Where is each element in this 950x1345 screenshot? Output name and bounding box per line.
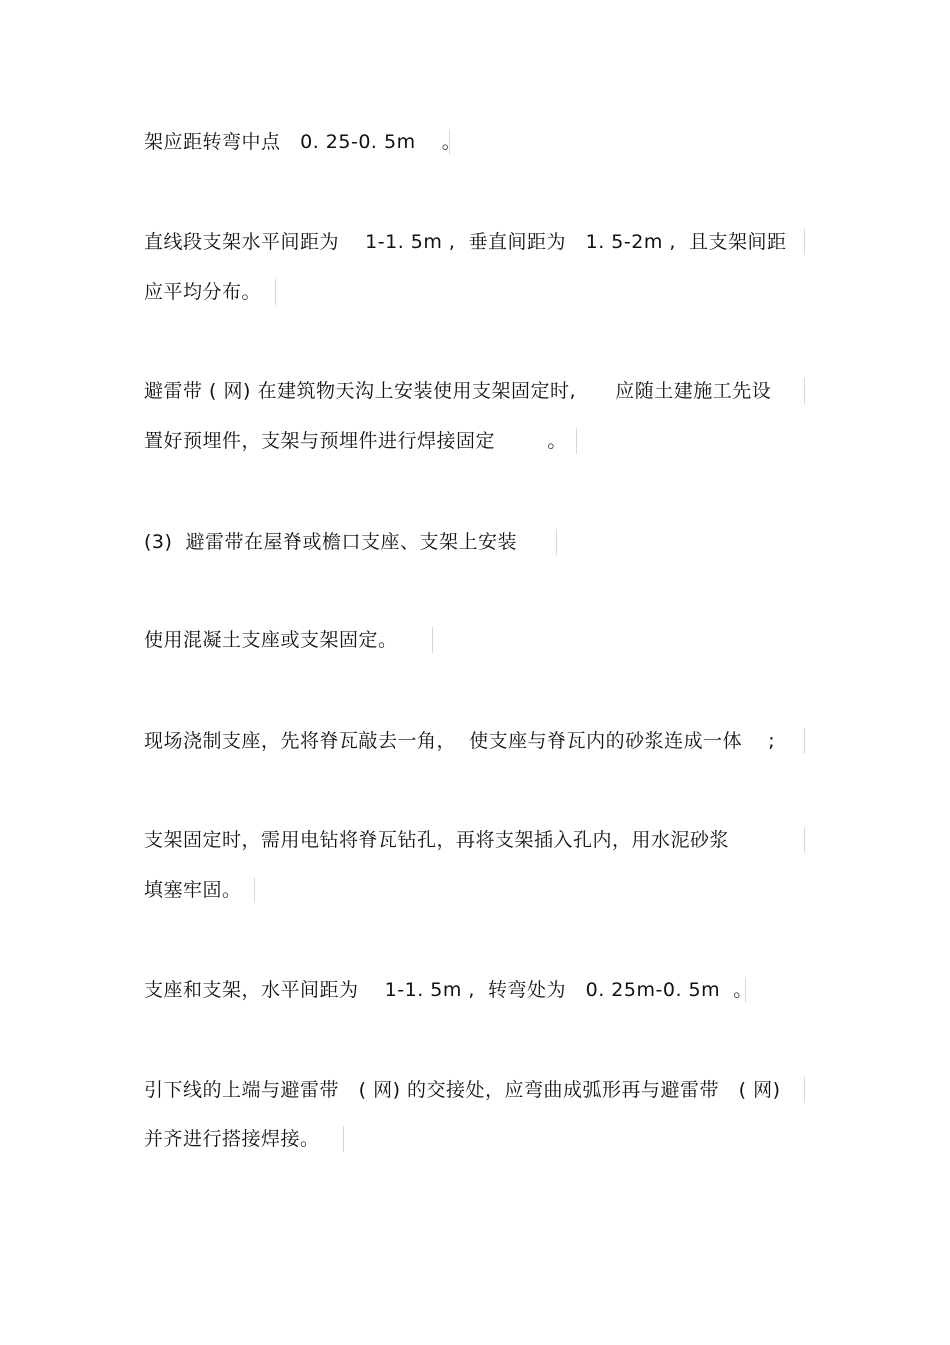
text-line-13: 并齐进行搭接焊接。 xyxy=(144,1126,344,1152)
text-line-6: (3) 避雷带在屋脊或檐口支座、支架上安装 xyxy=(144,529,557,555)
text-line-10: 填塞牢固。 xyxy=(144,877,255,903)
text-line-2: 直线段支架水平间距为 1-1. 5m , 垂直间距为 1. 5-2m , 且支架间距 xyxy=(144,229,805,255)
text-line-5: 置好预埋件，支架与预埋件进行焊接固定 。 xyxy=(144,428,577,454)
text-line-7: 使用混凝土支座或支架固定。 xyxy=(144,627,433,653)
text-line-12: 引下线的上端与避雷带 ( 网) 的交接处，应弯曲成弧形再与避雷带 ( 网) xyxy=(144,1077,805,1103)
text-line-9: 支架固定时，需用电钻将脊瓦钻孔，再将支架插入孔内，用水泥砂浆 xyxy=(144,827,805,853)
text-line-1: 架应距转弯中点 0. 25-0. 5m 。 xyxy=(144,131,462,153)
text-line-4: 避雷带 ( 网) 在建筑物天沟上安装使用支架固定时, 应随土建施工先设 xyxy=(144,378,805,404)
text-line-11: 支座和支架，水平间距为 1-1. 5m , 转弯处为 0. 25m-0. 5m 。 xyxy=(144,979,753,1001)
text-line-3: 应平均分布。 xyxy=(144,279,276,305)
text-line-8: 现场浇制支座，先将脊瓦敲去一角， 使支座与脊瓦内的砂浆连成一体 ; xyxy=(144,728,805,754)
